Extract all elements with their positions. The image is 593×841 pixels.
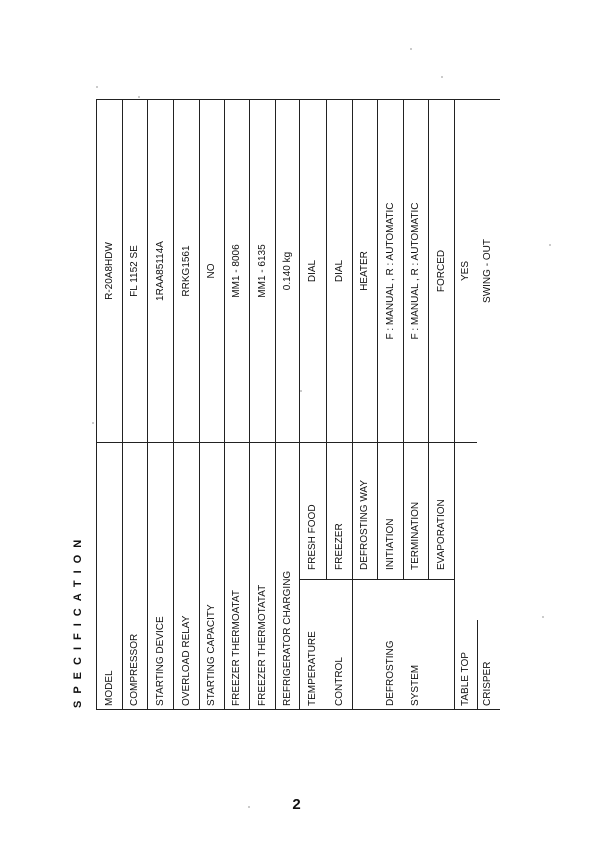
label-compressor: COMPRESSOR [129, 633, 140, 706]
value-refrigerator-charging: 0.140 kg [281, 251, 293, 291]
label-overload-relay: OVERLOAD RELAY [180, 615, 192, 706]
value-defrosting-way: HEATER [359, 251, 370, 291]
value-termination: F : MANUAL , R : AUTOMATIC [410, 202, 421, 340]
scan-speck [96, 86, 98, 88]
value-fresh-food: DIAL [307, 259, 318, 283]
page-number: 2 [292, 796, 301, 813]
label-freezer: FREEZER [333, 523, 345, 570]
label-starting-capacity: STARTING CAPACITY [206, 604, 217, 706]
value-freezer: DIAL [333, 259, 345, 283]
value-overload-relay: RRKG1561 [180, 245, 192, 297]
scan-speck [542, 616, 544, 618]
value-starting-device: 1RAA85114A [154, 241, 166, 301]
scan-speck [410, 48, 412, 50]
label-crisper: CRISPER [481, 661, 493, 706]
value-compressor: FL 1152 SE [129, 245, 140, 297]
label-defrosting: DEFROSTING [384, 640, 396, 706]
column-divider [96, 442, 477, 443]
label-initiation: INITIATION [384, 518, 396, 570]
value-model: R-20A8HDW [103, 242, 115, 300]
spec-sheet [70, 90, 500, 710]
label-fresh-food: FRESH FOOD [307, 504, 318, 570]
scan-speck [549, 244, 551, 246]
label-system: SYSTEM [410, 664, 421, 706]
spec-table [96, 99, 500, 710]
label-table-top: TABLE TOP [460, 652, 471, 706]
label-starting-device: STARTING DEVICE [154, 616, 166, 706]
value-freezer-thermostat-2: MM1 - 6135 [256, 244, 268, 298]
value-freezer-thermostat-1: MM1 - 8006 [231, 244, 242, 298]
spec-title: SPECIFICATION [72, 532, 84, 708]
value-crisper: SWING - OUT [481, 239, 493, 303]
label-freezer-thermostat-1: FREEZER THERMOATAT [231, 590, 242, 706]
label-evaporation: EVAPORATION [435, 499, 447, 570]
label-defrosting-way: DEFROSTING WAY [359, 480, 370, 570]
value-initiation: F : MANUAL , R : AUTOMATIC [384, 202, 396, 340]
label-refrigerator-charging: REFRIGERATOR CHARGING [281, 570, 293, 706]
label-freezer-thermostat-2: FREEZER THERMOTATAT [256, 584, 268, 706]
value-evaporation: FORCED [435, 249, 447, 293]
label-termination: TERMINATION [410, 501, 421, 570]
label-temperature: TEMPERATURE [307, 631, 318, 706]
scan-speck [441, 76, 443, 78]
value-starting-capacity: NO [206, 263, 217, 279]
label-control: CONTROL [333, 657, 345, 706]
value-table-top: YES [460, 261, 471, 282]
label-model: MODEL [103, 670, 115, 706]
